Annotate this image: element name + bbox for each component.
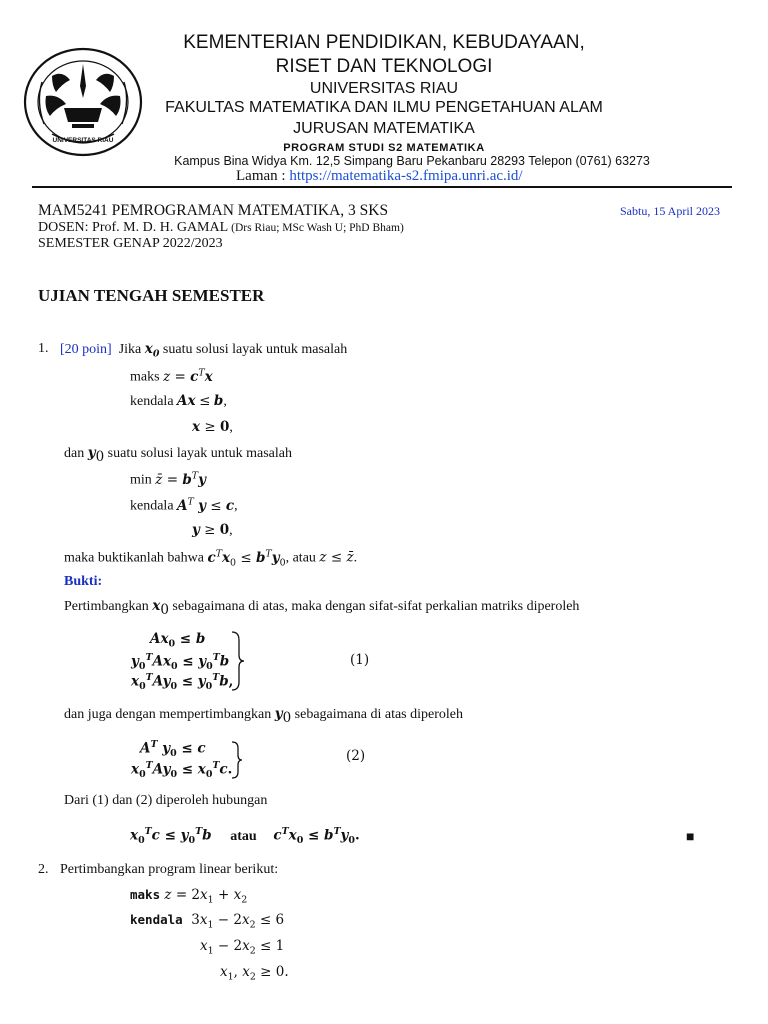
proof-line3: Dari (1) dan (2) diperoleh hubungan bbox=[64, 793, 268, 808]
q1-dual-constraint2: y ≥ 0, bbox=[192, 522, 233, 538]
website-line bbox=[236, 168, 523, 185]
q1-objective: maks $z = c^Tx$ bbox=[130, 367, 213, 385]
q2-constraint2: $x_1 - 2x_2 \le 1$ bbox=[200, 938, 285, 957]
q1-dual-intro: dan $y_0$ suatu solusi layak untuk masalah bbox=[64, 445, 292, 465]
program-name: PROGRAM STUDI S2 MATEMATIKA bbox=[283, 142, 485, 154]
eq1-row3: $x_0^TAy_0 \le y_0^Tb$, bbox=[131, 672, 234, 693]
exam-date: Sabtu, 15 April 2023 bbox=[620, 204, 721, 218]
q2-constraint3: $x_1$, $x_2 \ge 0$. bbox=[220, 964, 289, 983]
website-label: Laman : bbox=[236, 168, 290, 184]
ministry-line2: RISET DAN TEKNOLOGI bbox=[275, 56, 493, 77]
ministry-line1: KEMENTERIAN PENDIDIKAN, KEBUDAYAAN, bbox=[183, 32, 585, 53]
q1-dual-objective: min z̄ = $b^Ty$ bbox=[130, 470, 206, 488]
logo-text: UNIVERSITAS RIAU bbox=[52, 137, 114, 144]
q1-prove-statement: maka buktikanlah bahwa $c^Tx_0 \le b^Ty_0$, atau z ≤ z̄. bbox=[64, 548, 358, 569]
proof-label: Bukti: bbox=[64, 574, 103, 589]
lecturer-name: DOSEN: Prof. M. D. H. GAMAL bbox=[38, 220, 232, 235]
q1-constraint1: kendala Ax ≤ b, bbox=[130, 393, 227, 409]
q2-constraint1: kendala $3x_1 - 2x_2 \le 6$ bbox=[130, 912, 285, 931]
eq1-row1: $Ax_0 \le b$ bbox=[150, 631, 206, 650]
q2-objective: maks $z = 2x_1 + x_2$ bbox=[130, 887, 248, 906]
q1-dual-constraint1: kendala $A^T$ y ≤ c, bbox=[130, 496, 238, 514]
faculty-name: FAKULTAS MATEMATIKA DAN ILMU PENGETAHUAN ALAM bbox=[165, 99, 603, 116]
lecturer-degrees: (Drs Riau; MSc Wash U; PhD Bham) bbox=[231, 222, 404, 234]
q2-number: 2. bbox=[38, 862, 49, 877]
header-divider bbox=[32, 186, 732, 188]
q1-points: [20 poin] bbox=[60, 342, 112, 357]
q1-number: 1. bbox=[38, 341, 49, 356]
qed-mark: ■ bbox=[686, 830, 695, 845]
q1-constraint2: x ≥ 0, bbox=[192, 419, 233, 435]
proof-line2: dan juga dengan mempertimbangkan $y_0$ sebagaimana di atas diperoleh bbox=[64, 706, 463, 726]
eq2-row1: $A^T$ $y_0 \le c$ bbox=[140, 739, 206, 760]
eq1-brace bbox=[230, 630, 246, 692]
eq1-label: (1) bbox=[350, 652, 370, 668]
website-link[interactable]: https://matematika-s2.fmipa.unri.ac.id/ bbox=[289, 168, 523, 184]
lecturer bbox=[38, 220, 404, 236]
exam-title: UJIAN TENGAH SEMESTER bbox=[38, 286, 265, 305]
eq2-label: (2) bbox=[346, 748, 366, 764]
course-title: MAM5241 PEMROGRAMAN MATEMATIKA, 3 SKS bbox=[38, 202, 389, 219]
proof-conclusion: $x_0^Tc \le y_0^Tb$ atau $c^Tx_0 \le b^Ty_0$. bbox=[130, 826, 360, 847]
q2-intro: Pertimbangkan program linear berikut: bbox=[60, 862, 279, 877]
eq2-row2: $x_0^TAy_0 \le x_0^Tc$. bbox=[131, 760, 233, 781]
semester: SEMESTER GENAP 2022/2023 bbox=[38, 236, 223, 251]
proof-line1: Pertimbangkan $x_0$ sebagaimana di atas, maka dengan sifat-sifat perkalian matriks diperoleh bbox=[64, 598, 580, 618]
q1-intro: [20 poin] Jika $x_0$ suatu solusi layak untuk masalah bbox=[60, 341, 348, 360]
eq2-brace bbox=[230, 740, 244, 780]
department-name: JURUSAN MATEMATIKA bbox=[293, 120, 475, 137]
university-name: UNIVERSITAS RIAU bbox=[309, 80, 459, 97]
eq1-row2: $y_0^TAx_0 \le y_0^Tb$ bbox=[131, 652, 230, 673]
address: Kampus Bina Widya Km. 12,5 Simpang Baru Pekanbaru 28293 Telepon (0761) 63273 bbox=[174, 154, 650, 168]
